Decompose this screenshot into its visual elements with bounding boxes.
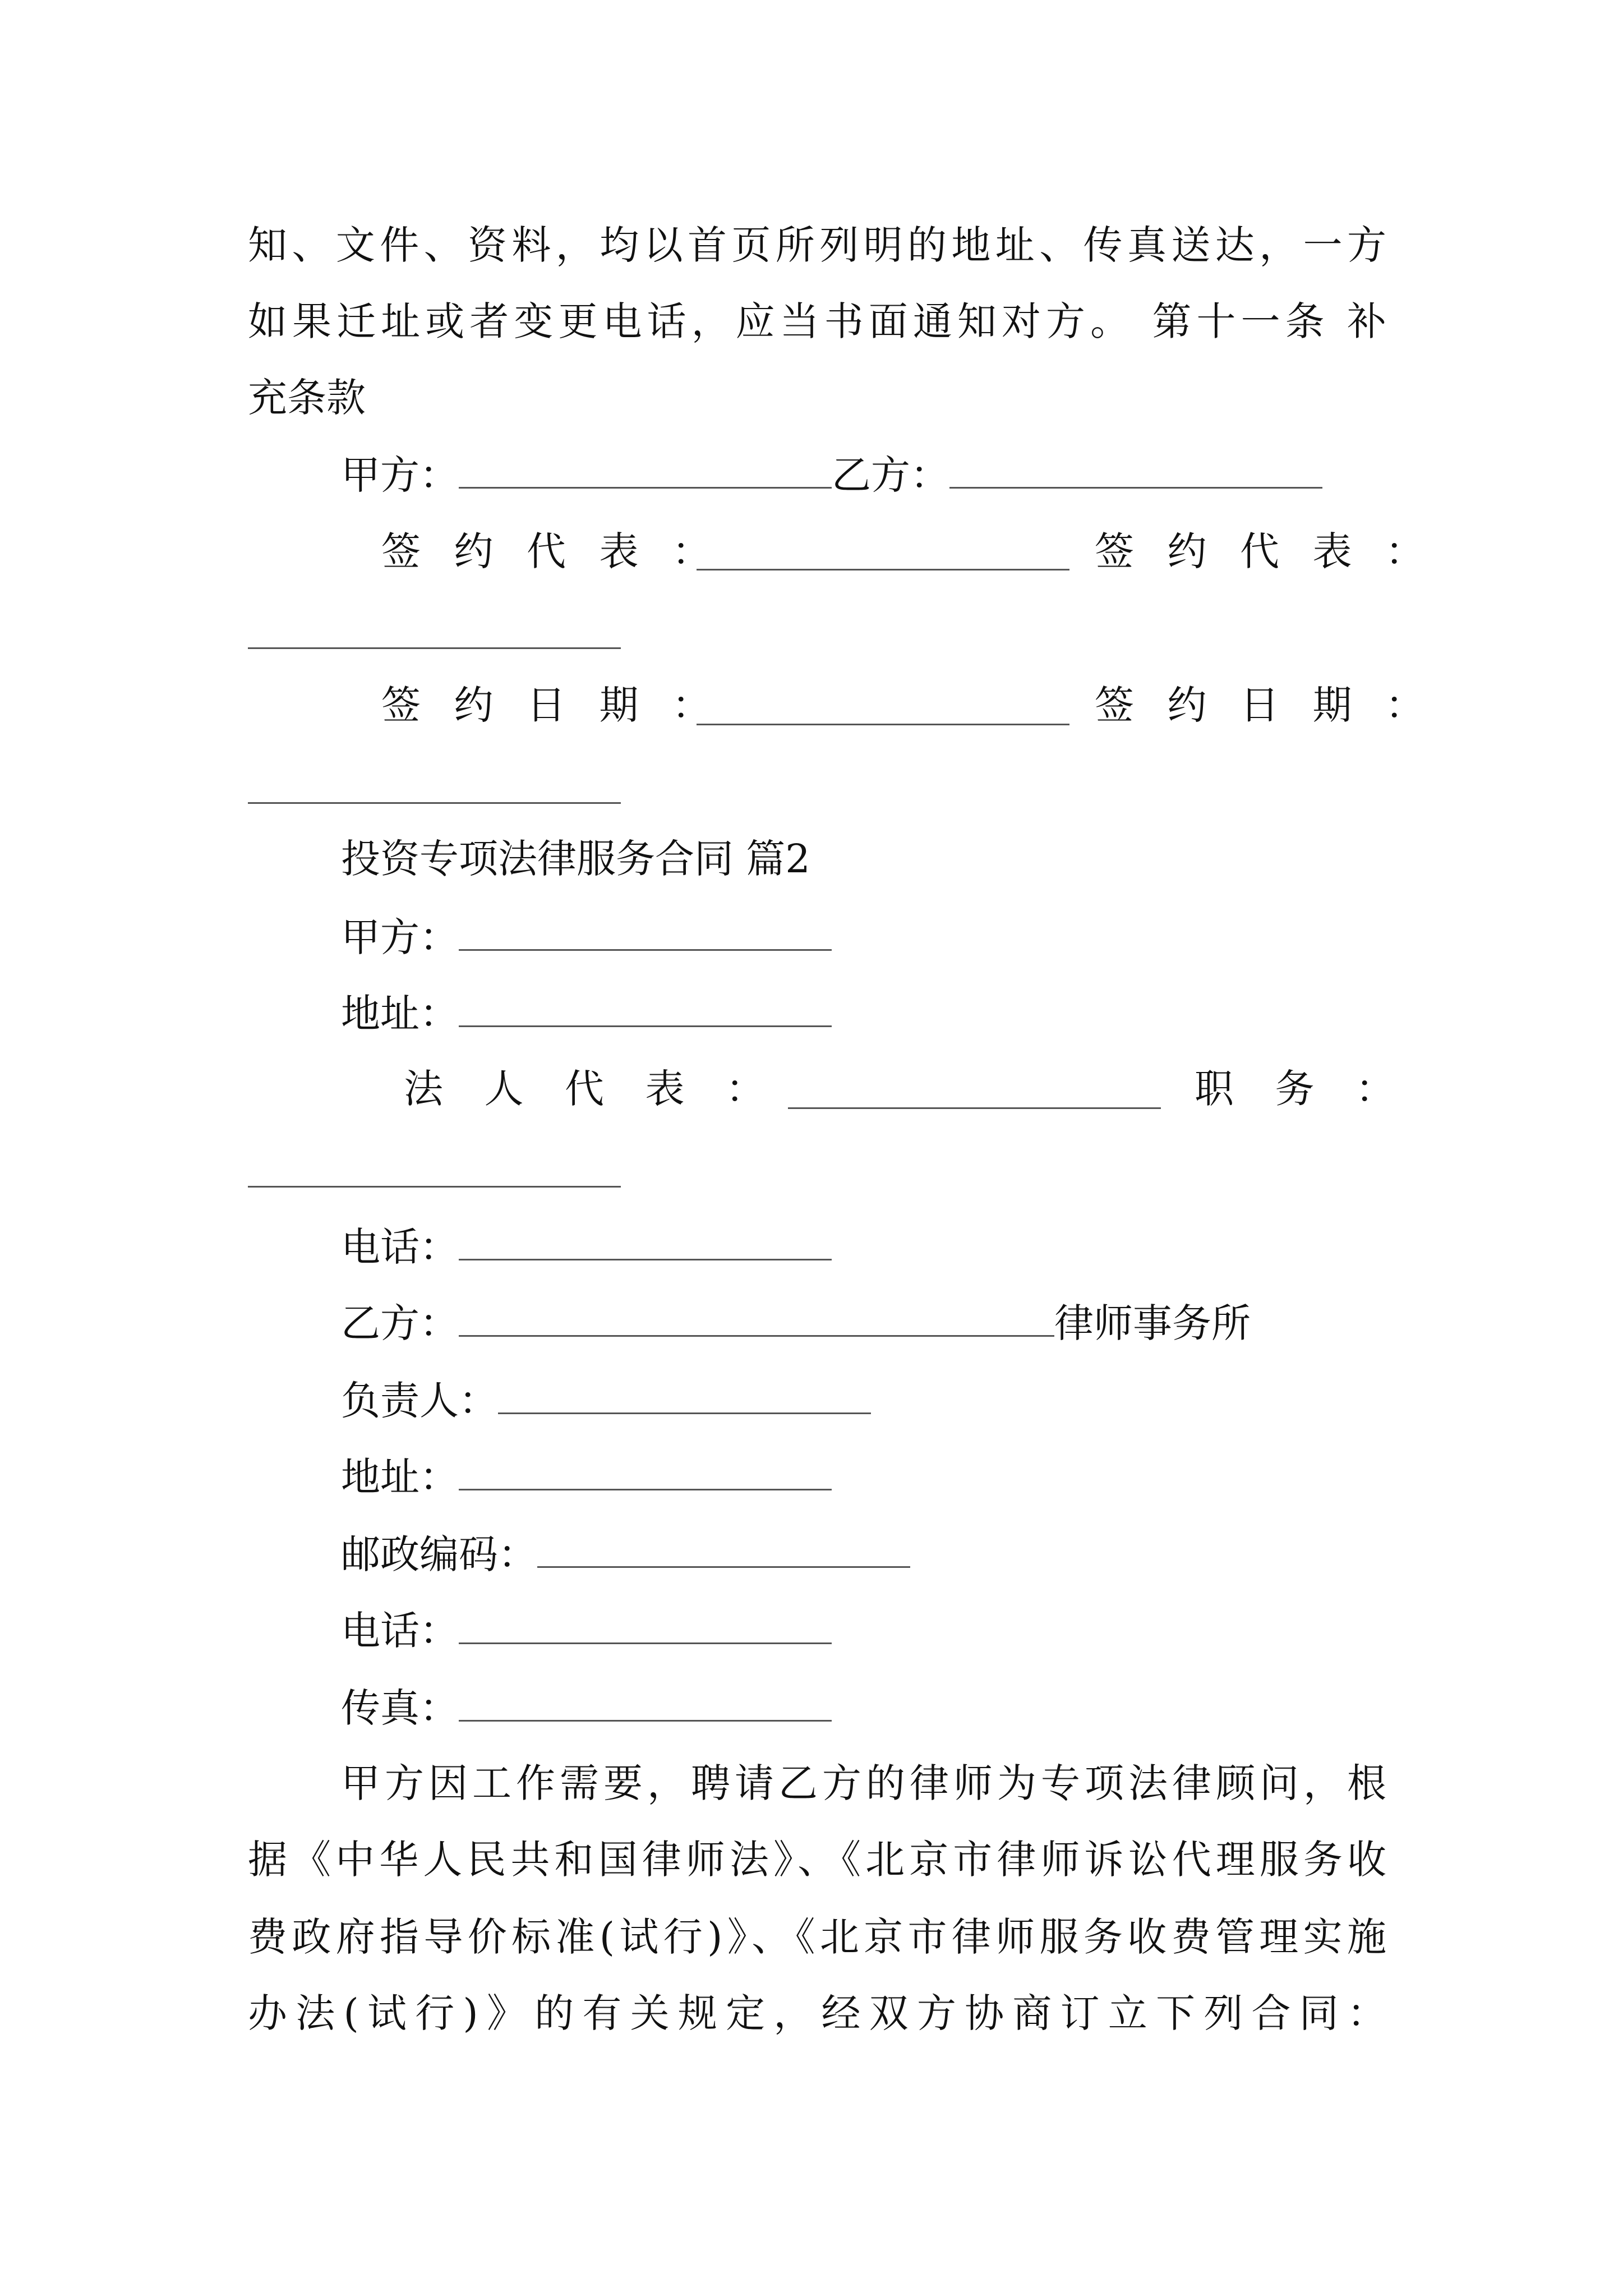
firm-suffix: 律师事务所 (1054, 1300, 1251, 1346)
address2-blank (459, 1456, 832, 1490)
fax-label: 传真： (341, 1685, 459, 1731)
paragraph-line: 据《中华人民共和国律师法》、《北京市律师诉讼代理服务收 (248, 1837, 1386, 1883)
party-b-blank (459, 1303, 1054, 1337)
date-label-b: 签约日期： (1095, 682, 1458, 728)
party-b-label: 乙方： (341, 1300, 459, 1346)
party-a-row (341, 914, 832, 960)
paragraph-line: 充条款 (248, 375, 366, 421)
position-blank (248, 1186, 621, 1188)
paragraph-line: 甲方因工作需要，聘请乙方的律师为专项法律顾问，根 (341, 1760, 1386, 1806)
paragraph-line: 费政府指导价标准(试行)》、《北京市律师服务收费管理实施 (248, 1914, 1386, 1960)
legal-rep-blank (788, 1107, 1161, 1109)
position-label: 职务： (1195, 1066, 1436, 1112)
phone-row (341, 1224, 832, 1270)
address-row (341, 991, 832, 1037)
party-a-label: 甲方： (341, 452, 459, 498)
date-blank-a (697, 724, 1069, 725)
section-title: 投资专项法律服务合同 篇2 (341, 836, 810, 882)
paragraph-line: 办法(试行)》的有关规定，经双方协商订立下列合同： (248, 1990, 1386, 2036)
postal-row (341, 1531, 910, 1577)
paragraph-line: 知、文件、资料，均以首页所列明的地址、传真送达，一方 (248, 222, 1386, 268)
person-in-charge-blank (498, 1380, 871, 1414)
party-a-label: 甲方： (341, 914, 459, 960)
party-a-blank (459, 917, 832, 951)
person-in-charge-row (341, 1378, 871, 1424)
address-label: 地址： (341, 991, 459, 1037)
address-blank (459, 993, 832, 1027)
address2-label: 地址： (341, 1454, 459, 1500)
legal-rep-label: 法人代表： (404, 1066, 806, 1112)
phone-blank (459, 1226, 832, 1260)
person-in-charge-label: 负责人： (341, 1378, 498, 1424)
party-a-blank (459, 454, 832, 489)
date-label-a: 签约日期： (381, 682, 745, 728)
postal-label: 邮政编码： (341, 1531, 537, 1577)
postal-blank (537, 1534, 910, 1568)
phone2-blank (459, 1610, 832, 1644)
party-a-signature-row (341, 452, 1322, 498)
phone-label: 电话： (341, 1224, 459, 1270)
party-b-label: 乙方： (832, 452, 949, 498)
rep-label-b: 签约代表： (1095, 528, 1458, 574)
fax-row (341, 1685, 832, 1731)
phone2-row (341, 1608, 832, 1654)
party-b-row (341, 1300, 1251, 1346)
phone2-label: 电话： (341, 1608, 459, 1654)
date-blank-b (248, 802, 621, 804)
paragraph-line: 如果迁址或者变更电话，应当书面通知对方。 第十一条 补 (248, 298, 1386, 344)
address2-row (341, 1454, 832, 1500)
rep-label-a: 签约代表： (381, 528, 745, 574)
fax-blank (459, 1687, 832, 1722)
party-b-blank (949, 454, 1322, 489)
rep-blank-b (248, 647, 621, 649)
rep-blank-a (697, 569, 1069, 570)
